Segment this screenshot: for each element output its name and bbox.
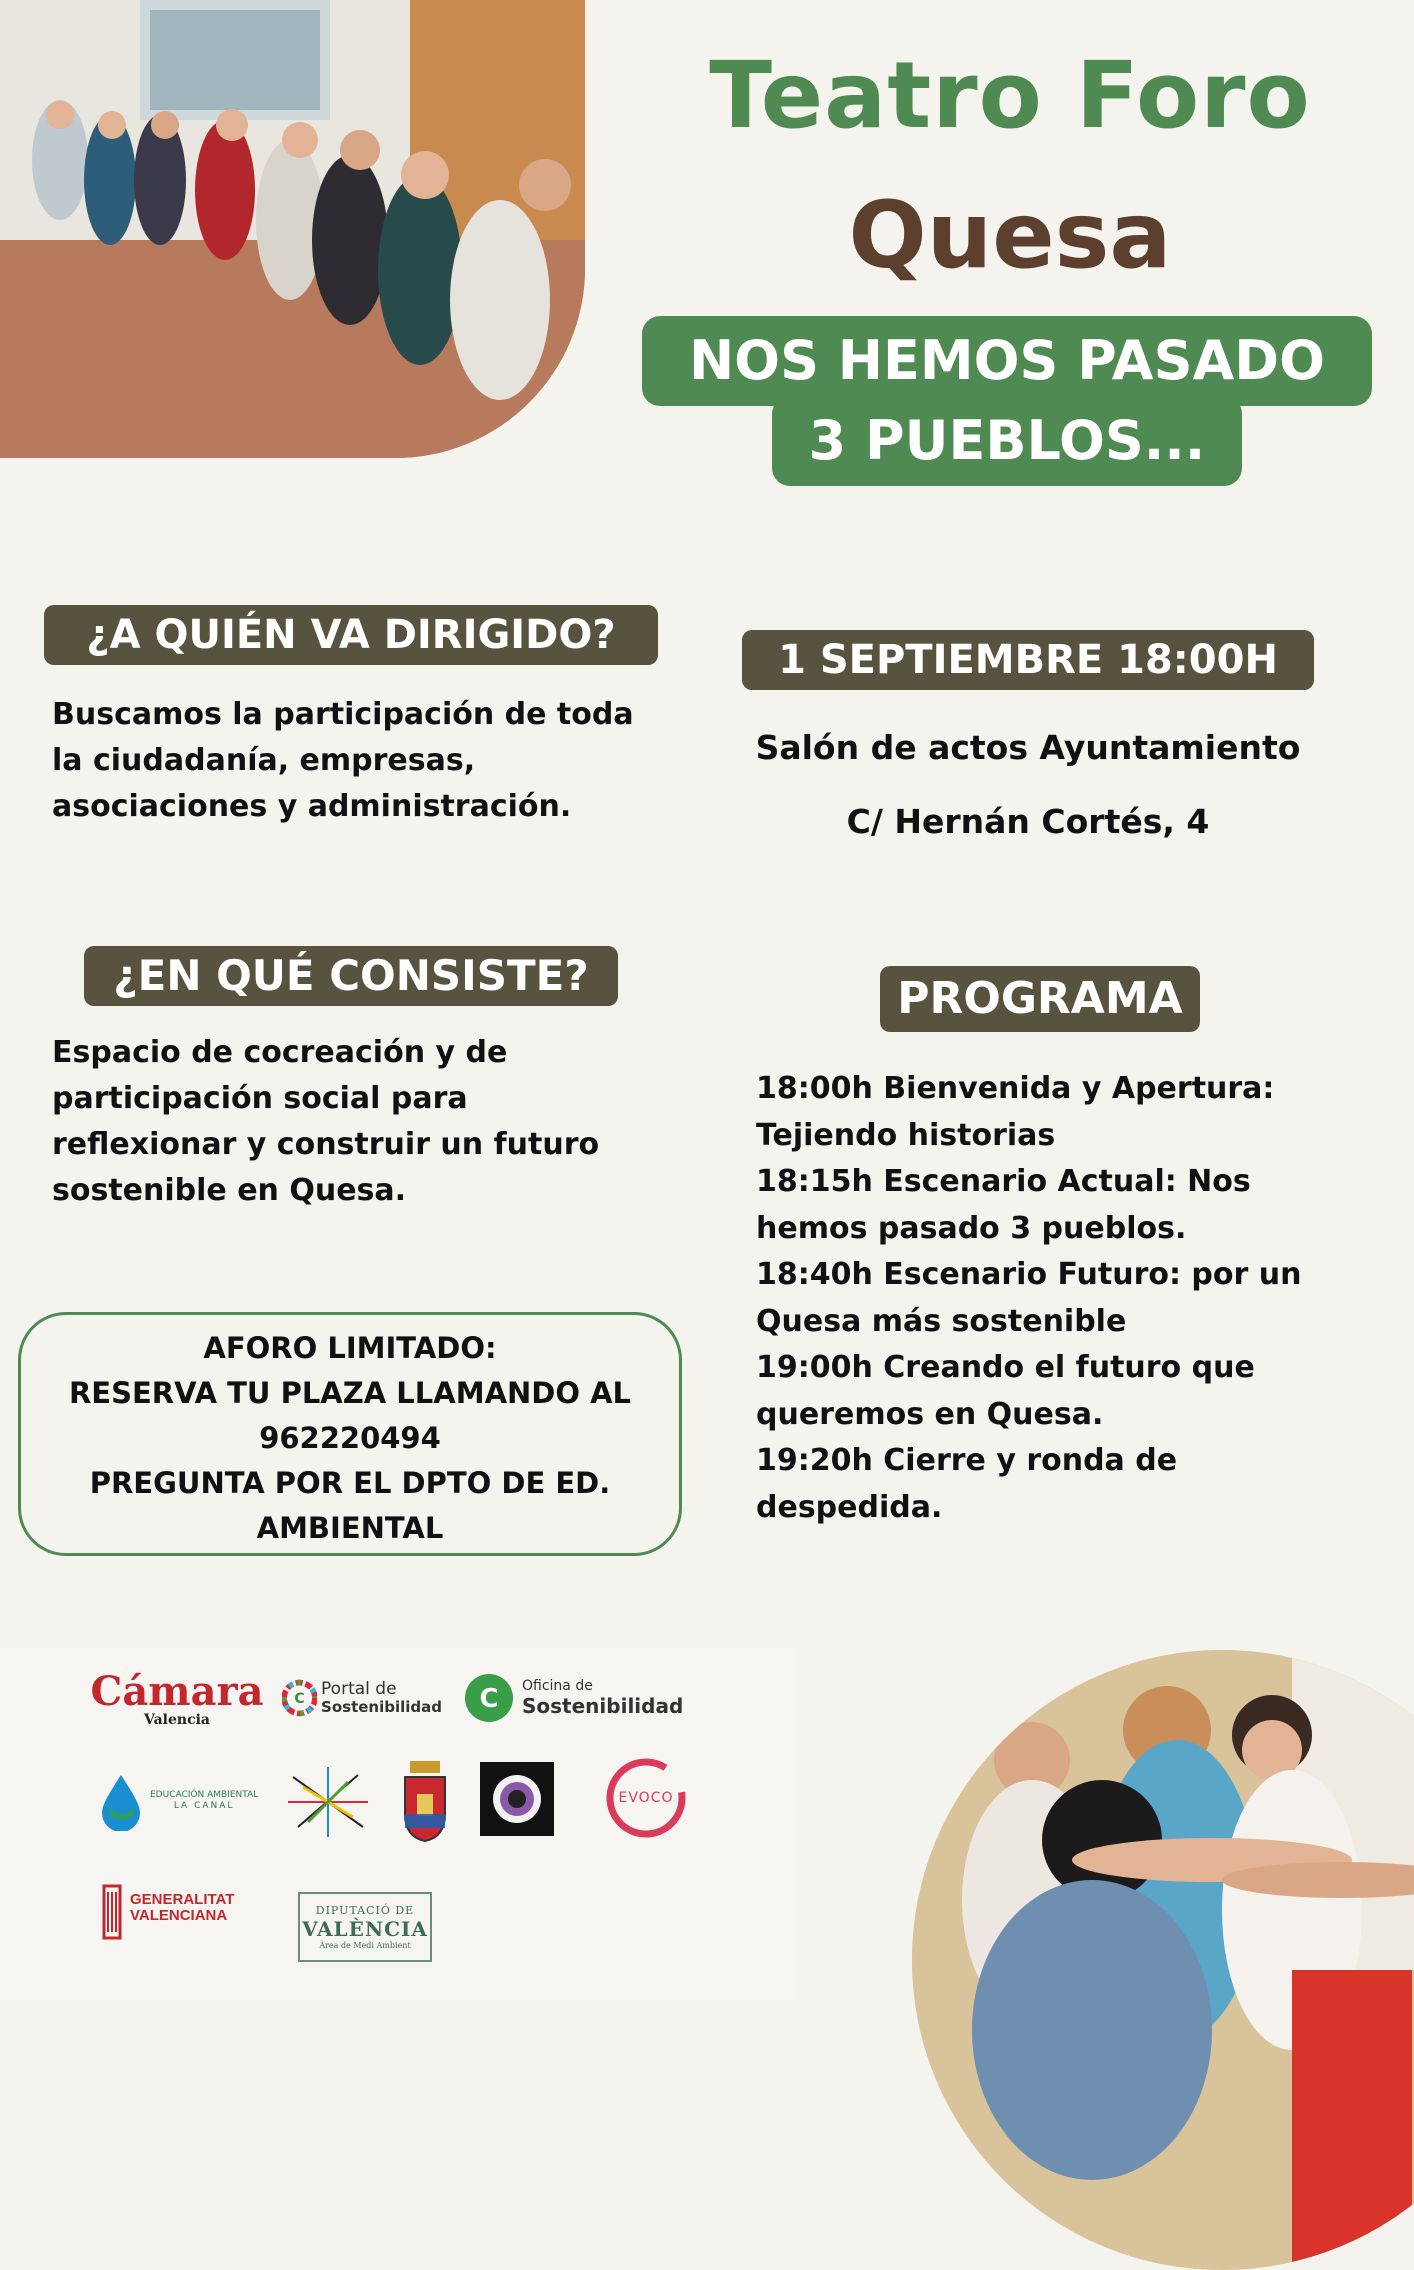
event-location-title: Quesa	[848, 182, 1172, 289]
event-title: Teatro Foro	[709, 42, 1311, 149]
audience-line: asociaciones y administración.	[52, 789, 572, 824]
description-line: reflexionar y construir un futuro	[52, 1127, 600, 1162]
description-line: sostenible en Quesa.	[52, 1173, 407, 1208]
program-line: hemos pasado 3 pueblos.	[756, 1210, 1187, 1246]
portal-sostenibilidad-logo: C Portal de Sostenibilidad	[282, 1670, 442, 1726]
program-line: 18:00h Bienvenida y Apertura:	[756, 1071, 1275, 1106]
program-list	[756, 1066, 1376, 1531]
program-line: Tejiendo historias	[756, 1117, 1056, 1153]
description-line: participación social para	[52, 1081, 468, 1116]
heading-audience: ¿A QUIÉN VA DIRIGIDO?	[44, 605, 658, 665]
network-lines-icon	[288, 1767, 368, 1837]
svg-text:C: C	[294, 1690, 305, 1707]
colorful-network-logo	[285, 1764, 371, 1840]
water-drop-icon	[98, 1771, 144, 1831]
theatre-emblem-icon	[487, 1769, 547, 1829]
event-address: C/ Hernán Cortés, 4	[846, 802, 1210, 841]
reservation-line: AMBIENTAL	[256, 1511, 444, 1545]
theatre-group-logo	[480, 1762, 554, 1836]
description-text	[52, 1030, 672, 1214]
event-venue: Salón de actos Ayuntamiento	[755, 728, 1301, 767]
reservation-phone: 962220494	[259, 1421, 441, 1455]
reservation-line: PREGUNTA POR EL DPTO DE ED.	[89, 1466, 611, 1500]
photo-participants-circle	[0, 0, 585, 458]
diputacio-valencia-logo: DIPUTACIÓ DE VALÈNCIA Àrea de Medi Ambient	[298, 1892, 432, 1962]
sdg-wheel-icon	[282, 1673, 317, 1723]
program-line: despedida.	[756, 1489, 943, 1525]
reservation-line: AFORO LIMITADO:	[203, 1331, 497, 1365]
program-line: 18:15h Escenario Actual: Nos	[756, 1164, 1251, 1199]
educacion-ambiental-logo: EDUCACIÓN AMBIENTAL LA CANAL	[98, 1766, 268, 1836]
program-line: 19:20h Cierre y ronda de	[756, 1443, 1178, 1478]
program-line: queremos en Quesa.	[756, 1396, 1104, 1432]
photo-participants-hands	[912, 1650, 1414, 2270]
generalitat-emblem-icon	[100, 1884, 124, 1940]
shield-icon	[400, 1759, 450, 1843]
oficina-leaf-icon	[462, 1671, 516, 1725]
generalitat-valenciana-logo: GENERALITAT VALENCIANA	[100, 1884, 270, 1960]
sponsor-logos-area	[0, 1648, 796, 2000]
event-date-badge: 1 SEPTIEMBRE 18:00H	[742, 630, 1314, 690]
program-line: Quesa más sostenible	[756, 1303, 1127, 1339]
program-line: 18:40h Escenario Futuro: por un	[756, 1257, 1302, 1292]
audience-line: Buscamos la participación de toda	[52, 697, 634, 732]
evoco-logo: EVOCO	[600, 1752, 692, 1844]
reservation-line: RESERVA TU PLAZA LLAMANDO AL	[68, 1376, 632, 1410]
oficina-sostenibilidad-logo: C Oficina de Sostenibilidad	[462, 1670, 692, 1726]
quesa-coat-of-arms	[398, 1758, 452, 1844]
heading-description: ¿EN QUÉ CONSISTE?	[84, 946, 618, 1006]
tagline-line-1: NOS HEMOS PASADO	[642, 316, 1372, 406]
program-line: 19:00h Creando el futuro que	[756, 1350, 1255, 1385]
reservation-notice-box	[18, 1312, 682, 1556]
audience-text	[52, 692, 702, 830]
svg-text:C: C	[479, 1684, 499, 1714]
tagline-line-2: 3 PUEBLOS...	[772, 396, 1242, 486]
heading-program: PROGRAMA	[880, 966, 1200, 1032]
audience-line: la ciudadanía, empresas,	[52, 743, 476, 778]
camara-valencia-logo: Cámara Valencia	[90, 1668, 264, 1728]
description-line: Espacio de cocreación y de	[52, 1035, 508, 1070]
